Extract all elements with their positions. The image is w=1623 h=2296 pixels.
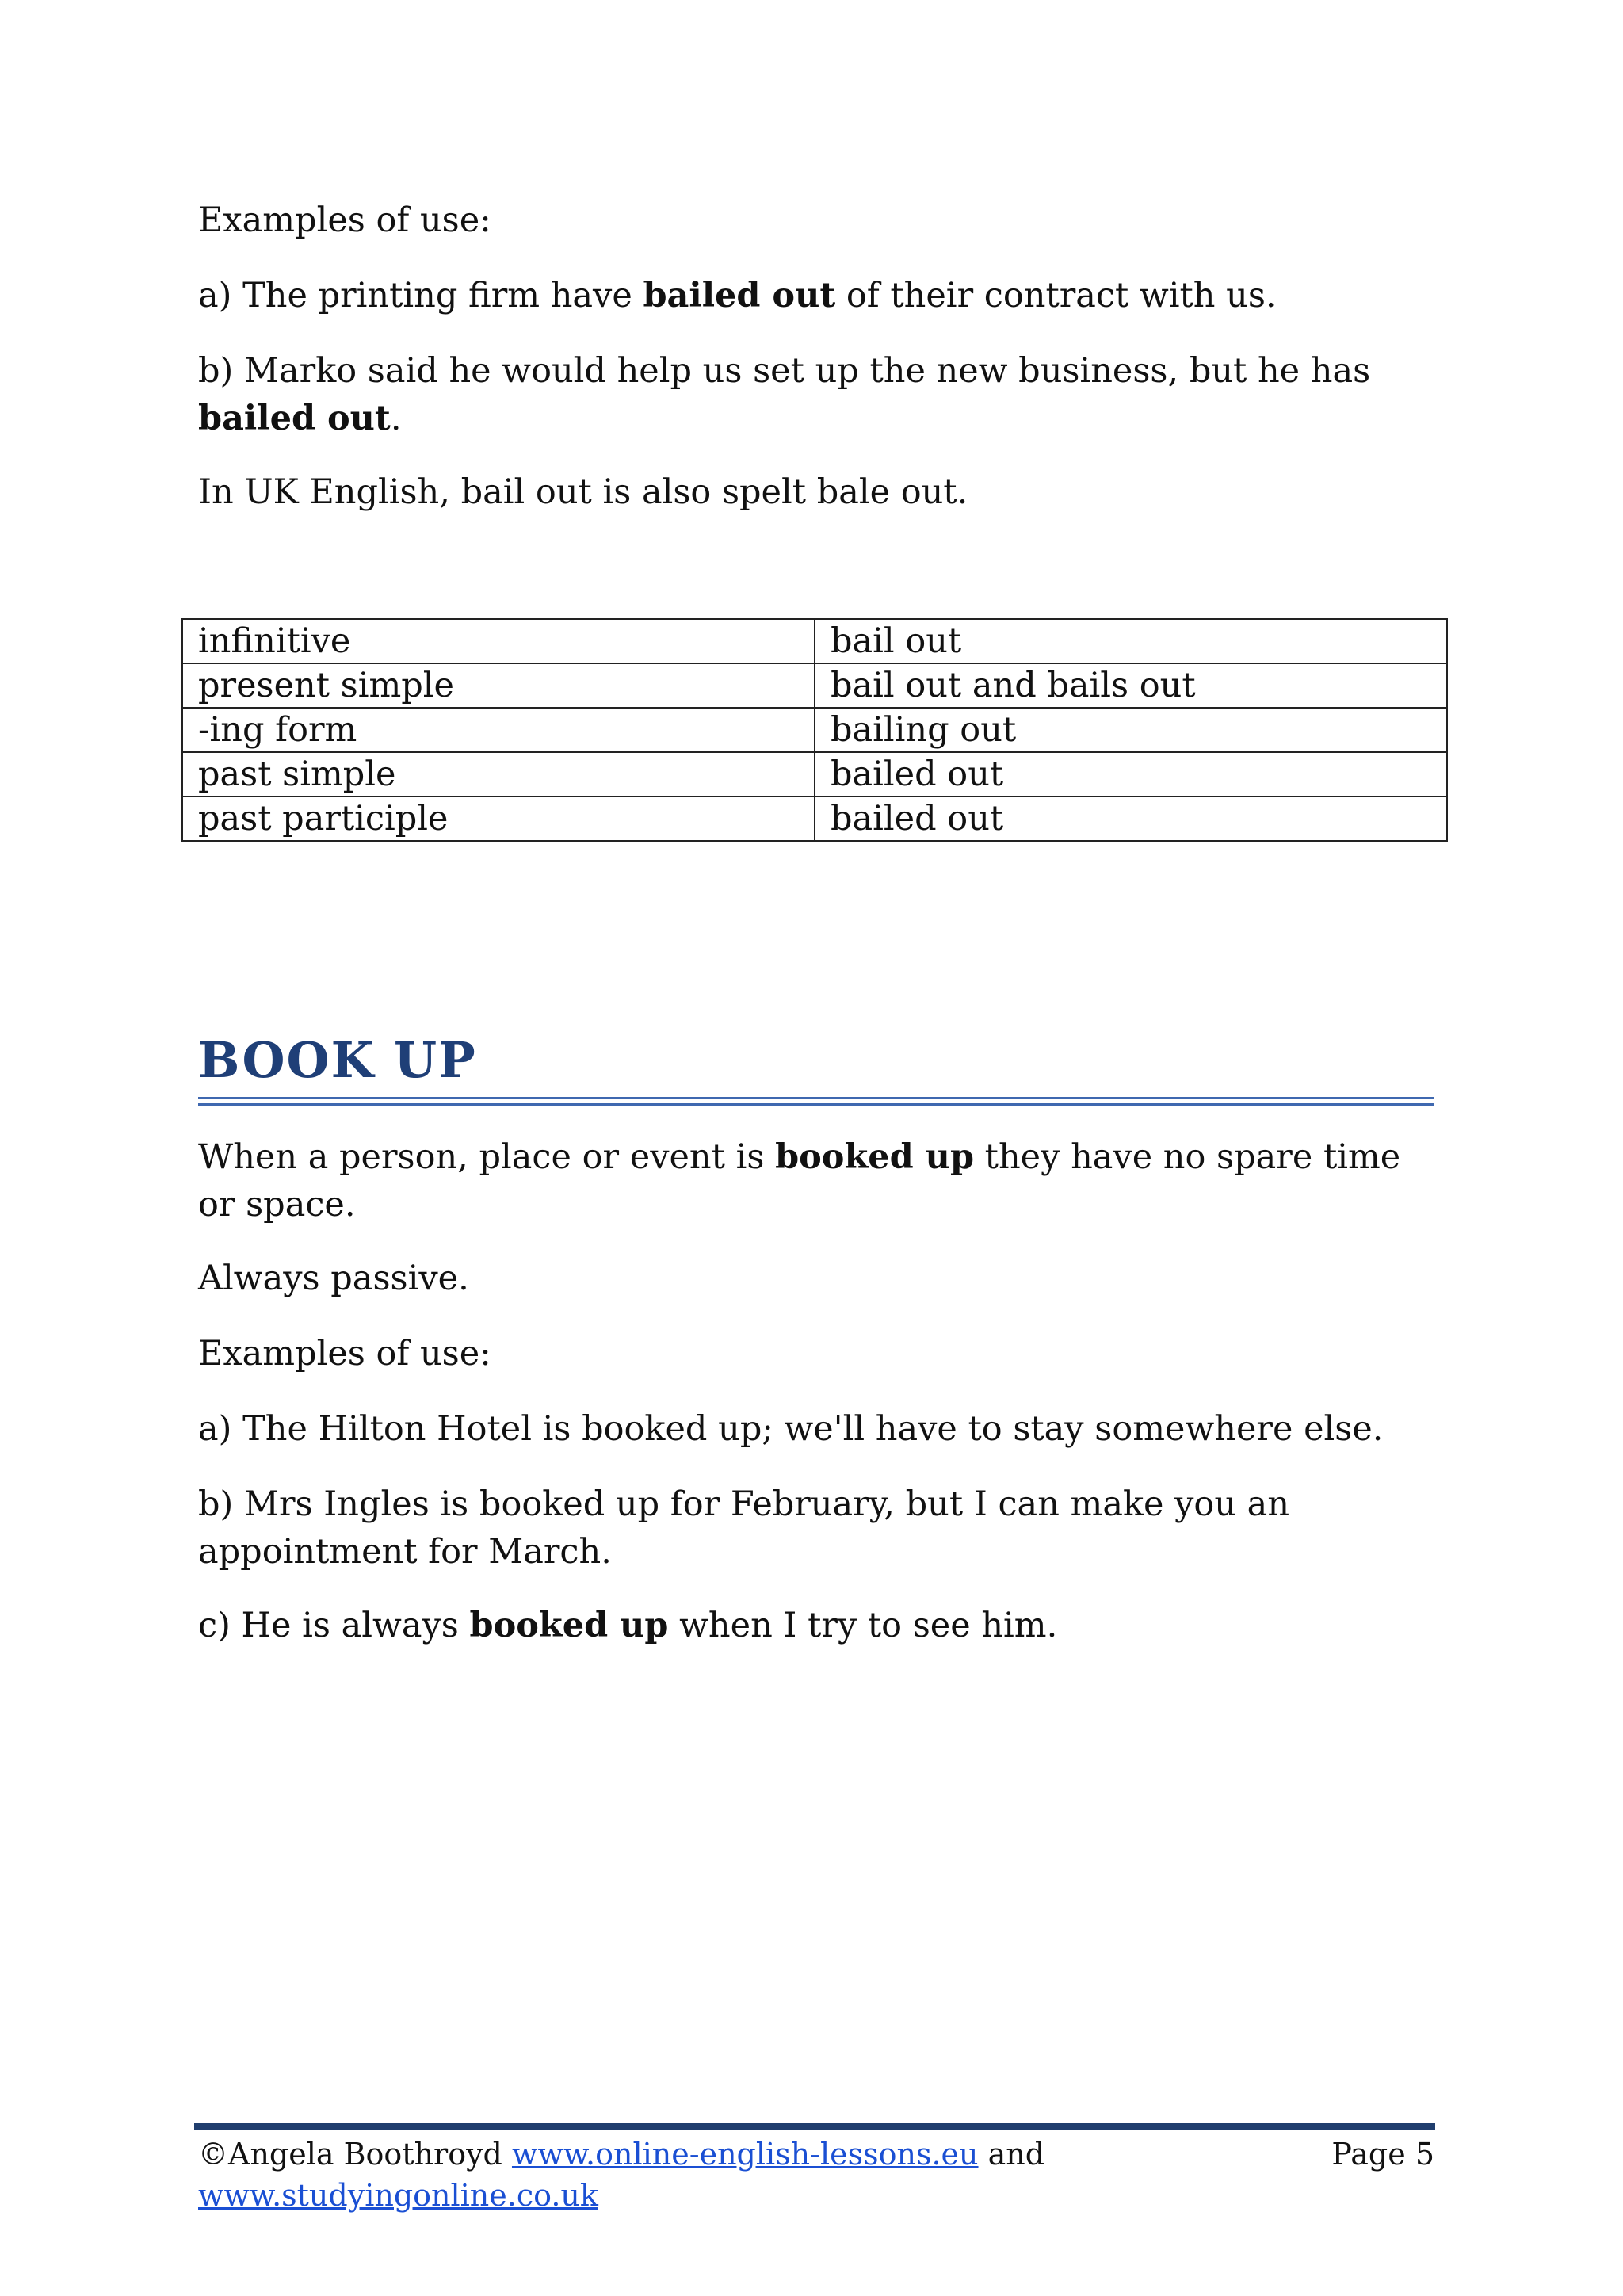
definition-paragraph	[198, 1133, 1434, 1228]
table-cell-label: past simple	[182, 752, 815, 797]
example-a-2: a) The Hilton Hotel is booked up; we'll have to stay somewhere else.	[198, 1409, 1384, 1449]
example-b-1-pre: b) Marko said he would help us set up the new business, but he has	[198, 351, 1371, 391]
table-cell-label: present simple	[182, 663, 815, 708]
verb-forms-table	[181, 618, 1448, 842]
table-cell-label: -ing form	[182, 708, 815, 752]
example-b-1-post: .	[390, 399, 402, 438]
page-footer	[198, 2134, 1434, 2216]
footer-rule	[194, 2123, 1435, 2130]
examples-label-1: Examples of use:	[198, 201, 491, 240]
spelling-note: In UK English, bail out is also spelt bale out.	[198, 472, 968, 512]
table-cell-value: bail out	[815, 619, 1447, 663]
footer-author: ©Angela Boothroyd	[198, 2137, 512, 2172]
example-a-1-post: of their contract with us.	[835, 276, 1277, 315]
table-row	[182, 663, 1447, 708]
heading-rule-top	[198, 1097, 1434, 1099]
example-c-2-bold: booked up	[469, 1606, 669, 1645]
table-row	[182, 797, 1447, 841]
section-heading: BOOK UP	[198, 1031, 477, 1089]
example-a-1-bold: bailed out	[643, 276, 836, 315]
page-number: Page 5	[1331, 2137, 1434, 2172]
table-row	[182, 752, 1447, 797]
footer-link-online-english[interactable]: www.online-english-lessons.eu	[511, 2137, 979, 2172]
footer-and: and	[978, 2137, 1045, 2172]
example-c-2-pre: c) He is always	[198, 1606, 470, 1645]
table-cell-value: bailed out	[815, 797, 1447, 841]
table-cell-value: bailing out	[815, 708, 1447, 752]
table-row	[182, 708, 1447, 752]
heading-rule-bottom	[198, 1103, 1434, 1106]
passive-note: Always passive.	[198, 1259, 469, 1298]
table-row	[182, 619, 1447, 663]
table-cell-label: infinitive	[182, 619, 815, 663]
example-a-1	[198, 272, 1434, 319]
table-cell-value: bail out and bails out	[815, 663, 1447, 708]
footer-link-studyingonline[interactable]: www.studyingonline.co.uk	[198, 2178, 598, 2213]
example-c-2	[198, 1602, 1434, 1649]
example-b-1-bold: bailed out	[198, 399, 391, 438]
example-a-1-pre: a) The printing firm have	[198, 276, 643, 315]
definition-post: they have no spare time or space.	[198, 1137, 1401, 1224]
example-b-2: b) Mrs Ingles is booked up for February, but I can make you an appointment for March.	[198, 1484, 1290, 1572]
table-cell-label: past participle	[182, 797, 815, 841]
definition-pre: When a person, place or event is	[198, 1137, 776, 1177]
definition-bold: booked up	[775, 1137, 975, 1177]
table-cell-value: bailed out	[815, 752, 1447, 797]
examples-label-2: Examples of use:	[198, 1334, 491, 1373]
example-b-1	[198, 347, 1434, 442]
example-c-2-post: when I try to see him.	[668, 1606, 1058, 1645]
